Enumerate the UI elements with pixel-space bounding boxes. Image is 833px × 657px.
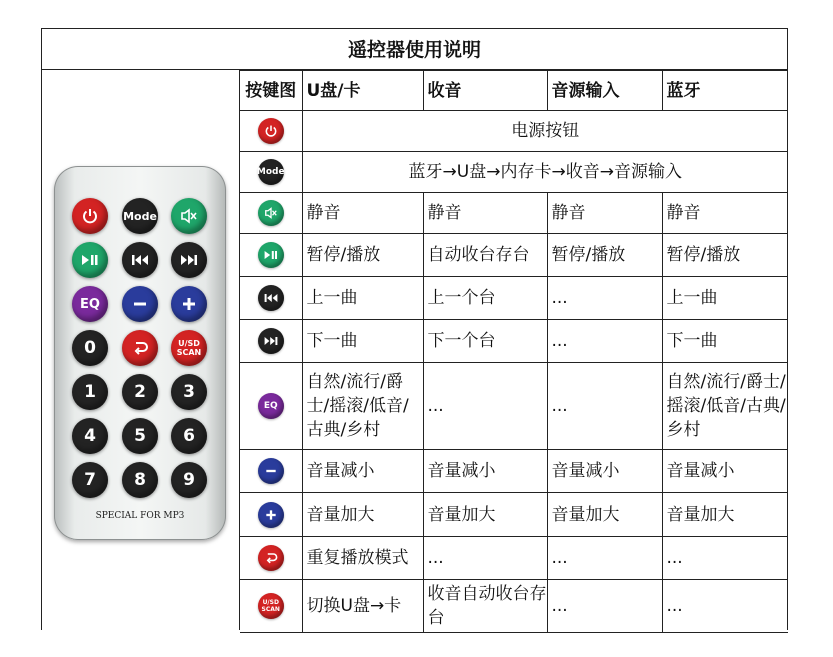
remote-digit-4: 4 — [72, 418, 108, 454]
next-bluetooth: 下一曲 — [662, 320, 788, 363]
volup-aux: 音量加大 — [547, 493, 662, 537]
next-usb: 下一曲 — [302, 320, 423, 363]
table-row-play-pause — [240, 234, 788, 277]
play-radio: 自动收台存台 — [423, 234, 547, 277]
play-pause-icon — [258, 242, 284, 268]
page-title: 遥控器使用说明 — [41, 28, 788, 70]
remote-digit-3: 3 — [171, 374, 207, 410]
voldown-bluetooth: 音量减小 — [662, 450, 788, 493]
prev-bluetooth: 上一曲 — [662, 277, 788, 320]
remote-next-button — [171, 242, 207, 278]
plus-icon — [180, 295, 198, 313]
next-radio: 下一个台 — [423, 320, 547, 363]
prev-aux: ... — [547, 277, 662, 320]
remote-mode-button: Mode — [122, 198, 158, 234]
eq-bluetooth: 自然/流行/爵士/摇滚/低音/古典/乡村 — [662, 363, 788, 450]
header-aux-input: 音源输入 — [547, 71, 662, 111]
mode-icon: Mode — [258, 159, 284, 185]
remote-digit-0: 0 — [72, 330, 108, 366]
volup-bluetooth: 音量加大 — [662, 493, 788, 537]
voldown-aux: 音量减小 — [547, 450, 662, 493]
table-row-volume-down — [240, 450, 788, 493]
remote-control-image — [54, 166, 226, 540]
mode-description: 蓝牙→U盘→内存卡→收音→音源输入 — [302, 152, 788, 193]
power-icon — [81, 207, 99, 225]
eq-icon: EQ — [258, 393, 284, 419]
remote-digit-6: 6 — [171, 418, 207, 454]
header-usb-card: U盘/卡 — [302, 71, 423, 111]
remote-usd-scan-button: U/SD SCAN — [171, 330, 207, 366]
remote-eq-button: EQ — [72, 286, 108, 322]
eq-radio: ... — [423, 363, 547, 450]
scan-aux: ... — [547, 580, 662, 633]
key-function-table — [240, 70, 788, 633]
eq-aux: ... — [547, 363, 662, 450]
play-pause-icon — [80, 253, 100, 267]
volup-usb: 音量加大 — [302, 493, 423, 537]
repeat-icon — [258, 545, 284, 571]
scan-radio: 收音自动收台存台 — [423, 580, 547, 633]
eq-usb: 自然/流行/爵士/摇滚/低音/古典/乡村 — [302, 363, 423, 450]
table-row-previous — [240, 277, 788, 320]
remote-digit-8: 8 — [122, 462, 158, 498]
remote-volume-down-button — [122, 286, 158, 322]
power-description: 电源按钮 — [302, 111, 788, 152]
table-row-power — [240, 111, 788, 152]
prev-usb: 上一曲 — [302, 277, 423, 320]
scan-bluetooth: ... — [662, 580, 788, 633]
voldown-radio: 音量减小 — [423, 450, 547, 493]
plus-icon — [258, 502, 284, 528]
header-key-image: 按键图 — [240, 71, 302, 111]
table-row-repeat — [240, 537, 788, 580]
table-row-volume-up — [240, 493, 788, 537]
remote-digit-5: 5 — [122, 418, 158, 454]
remote-mute-button — [171, 198, 207, 234]
prev-radio: 上一个台 — [423, 277, 547, 320]
repeat-icon — [130, 338, 150, 358]
table-row-next — [240, 320, 788, 363]
remote-play-pause-button — [72, 242, 108, 278]
next-aux: ... — [547, 320, 662, 363]
next-icon — [258, 328, 284, 354]
play-usb: 暂停/播放 — [302, 234, 423, 277]
remote-model-label: SPECIAL FOR MP3 — [95, 511, 185, 521]
usd-scan-icon: U/SD SCAN — [258, 593, 284, 619]
remote-volume-up-button — [171, 286, 207, 322]
mute-bluetooth: 静音 — [662, 193, 788, 234]
mute-icon — [180, 208, 198, 224]
scan-usb: 切换U盘→卡 — [302, 580, 423, 633]
next-icon — [179, 253, 199, 267]
repeat-radio: ... — [423, 537, 547, 580]
remote-repeat-button — [122, 330, 158, 366]
remote-prev-button — [122, 242, 158, 278]
play-aux: 暂停/播放 — [547, 234, 662, 277]
voldown-usb: 音量减小 — [302, 450, 423, 493]
volup-radio: 音量加大 — [423, 493, 547, 537]
mute-icon — [258, 200, 284, 226]
previous-icon — [258, 285, 284, 311]
table-row-eq — [240, 363, 788, 450]
mute-aux: 静音 — [547, 193, 662, 234]
repeat-aux: ... — [547, 537, 662, 580]
power-icon — [258, 118, 284, 144]
previous-icon — [130, 253, 150, 267]
repeat-usb: 重复播放模式 — [302, 537, 423, 580]
table-row-mode — [240, 152, 788, 193]
play-bluetooth: 暂停/播放 — [662, 234, 788, 277]
table-row-mute — [240, 193, 788, 234]
minus-icon — [131, 295, 149, 313]
repeat-bluetooth: ... — [662, 537, 788, 580]
header-radio: 收音 — [423, 71, 547, 111]
remote-digit-1: 1 — [72, 374, 108, 410]
remote-digit-2: 2 — [122, 374, 158, 410]
remote-digit-7: 7 — [72, 462, 108, 498]
remote-digit-9: 9 — [171, 462, 207, 498]
table-row-usd-scan — [240, 580, 788, 633]
remote-power-button — [72, 198, 108, 234]
table-header-row — [240, 71, 788, 111]
header-bluetooth: 蓝牙 — [662, 71, 788, 111]
mute-usb: 静音 — [302, 193, 423, 234]
minus-icon — [258, 458, 284, 484]
mute-radio: 静音 — [423, 193, 547, 234]
